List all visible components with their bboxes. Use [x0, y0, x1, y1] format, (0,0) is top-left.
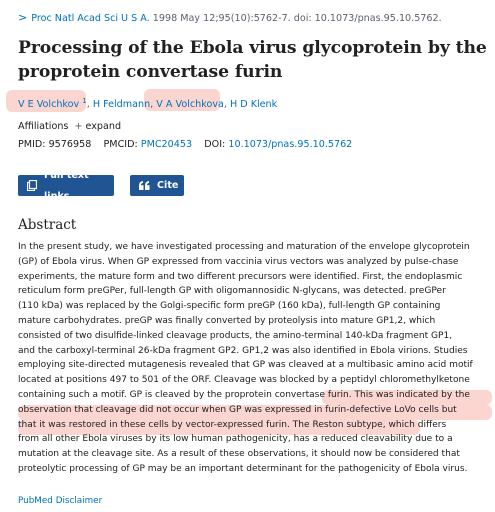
full-text-links-label: Full text links [44, 169, 89, 202]
affiliation-sup-link[interactable]: 1 [82, 97, 87, 105]
plus-icon[interactable]: + [74, 121, 83, 132]
affiliations-row [18, 120, 121, 134]
author-link[interactable]: H Feldmann [92, 99, 151, 111]
abstract-line: consisted of two disulfide-linked cleavage products, the amino-terminal 140-kDa fragment GP1, [18, 330, 453, 341]
cite-button[interactable] [130, 175, 184, 196]
citation-details: . 1998 May 12;95(10):5762-7. doi: 10.1073/pnas.95.10.5762. [146, 13, 442, 24]
doi-label: DOI: [204, 139, 226, 150]
abstract-line: containing such a motif. GP is cleaved by the proprotein convertase furin. This was indicated by the [18, 389, 470, 400]
abstract-line: proteolytic processing of GP may be an important determinant for the pathogenicity of Ebola virus. [18, 463, 468, 474]
cite-label: Cite [157, 180, 179, 191]
document-icon [27, 180, 37, 191]
chevron-right-icon[interactable]: > [18, 11, 28, 24]
full-text-links-button[interactable] [18, 169, 114, 202]
citation-line [18, 11, 488, 26]
identifiers-row [18, 138, 488, 152]
abstract-line: and the carboxyl-terminal 26-kDa fragment GP2. GP1,2 was also identified in Ebola virions. Studies [18, 345, 468, 356]
journal-link[interactable]: Proc Natl Acad Sci U S A [31, 13, 147, 24]
abstract-line: from all other Ebola viruses by its low human pathogenicity, has a reduced cleavability due to a [18, 434, 453, 445]
abstract-line: mutation at the cleavage site. As a result of these observations, it should now be considered that [18, 449, 460, 460]
abstract-text [18, 240, 490, 477]
abstract-line: (GP) of Ebola virus. When GP expressed from vaccinia virus vectors was analyzed by pulse-chase [18, 256, 459, 267]
abstract-line: experiments, the mature form and two different precursors were identified. First, the endoplasmic [18, 271, 463, 282]
pmcid-link[interactable]: PMC20453 [140, 139, 193, 150]
affiliations-expand-link[interactable]: expand [85, 121, 122, 132]
quote-icon [139, 181, 150, 190]
pubmed-disclaimer-link[interactable]: PubMed Disclaimer [18, 496, 103, 506]
abstract-line: observation that cleavage did not occur when GP was expressed in furin-defective LoVo cells but [18, 404, 457, 415]
abstract-line: that it was restored in these cells by vector-expressed furin. The Reston subtype, which differs [18, 419, 447, 430]
doi-link[interactable]: 10.1073/pnas.95.10.5762 [228, 139, 353, 150]
author-link[interactable]: H D Klenk [230, 99, 278, 111]
pmcid-label: PMCID: [103, 139, 138, 150]
affiliations-label: Affiliations [18, 121, 69, 132]
abstract-line: located at positions 497 to 501 of the ORF. Cleavage was blocked by a peptidyl chloromethylketone [18, 375, 470, 386]
pmid-value: 9576958 [48, 139, 92, 150]
abstract-heading: Abstract [18, 217, 77, 233]
abstract-line: (110 kDa) was replaced by the Golgi-specific form preGP (160 kDa), full-length GP containing [18, 301, 441, 312]
author-link[interactable]: V E Volchkov [18, 99, 80, 111]
author-list: V E Volchkov $^1$, H Feldmann, V A Volchkova, H D Klenk [18, 97, 278, 111]
pmid-label: PMID: [18, 139, 46, 150]
abstract-line: reticulum form preGPer, full-length GP with oligomannosidic N-glycans, was detected. preGPer [18, 286, 446, 297]
article-title: Processing of the Ebola virus glycoprotein by the proprotein convertase furin [18, 38, 487, 82]
author-link[interactable]: V A Volchkova [156, 99, 224, 111]
abstract-line: employing site-directed mutagenesis revealed that GP was cleaved at a multibasic amino acid motif [18, 360, 473, 371]
abstract-line: mature carbohydrates. preGP was finally converted by proteolysis into mature GP1,2, which [18, 315, 436, 326]
abstract-line: In the present study, we have investigated processing and maturation of the envelope glycoprotein [18, 242, 470, 252]
